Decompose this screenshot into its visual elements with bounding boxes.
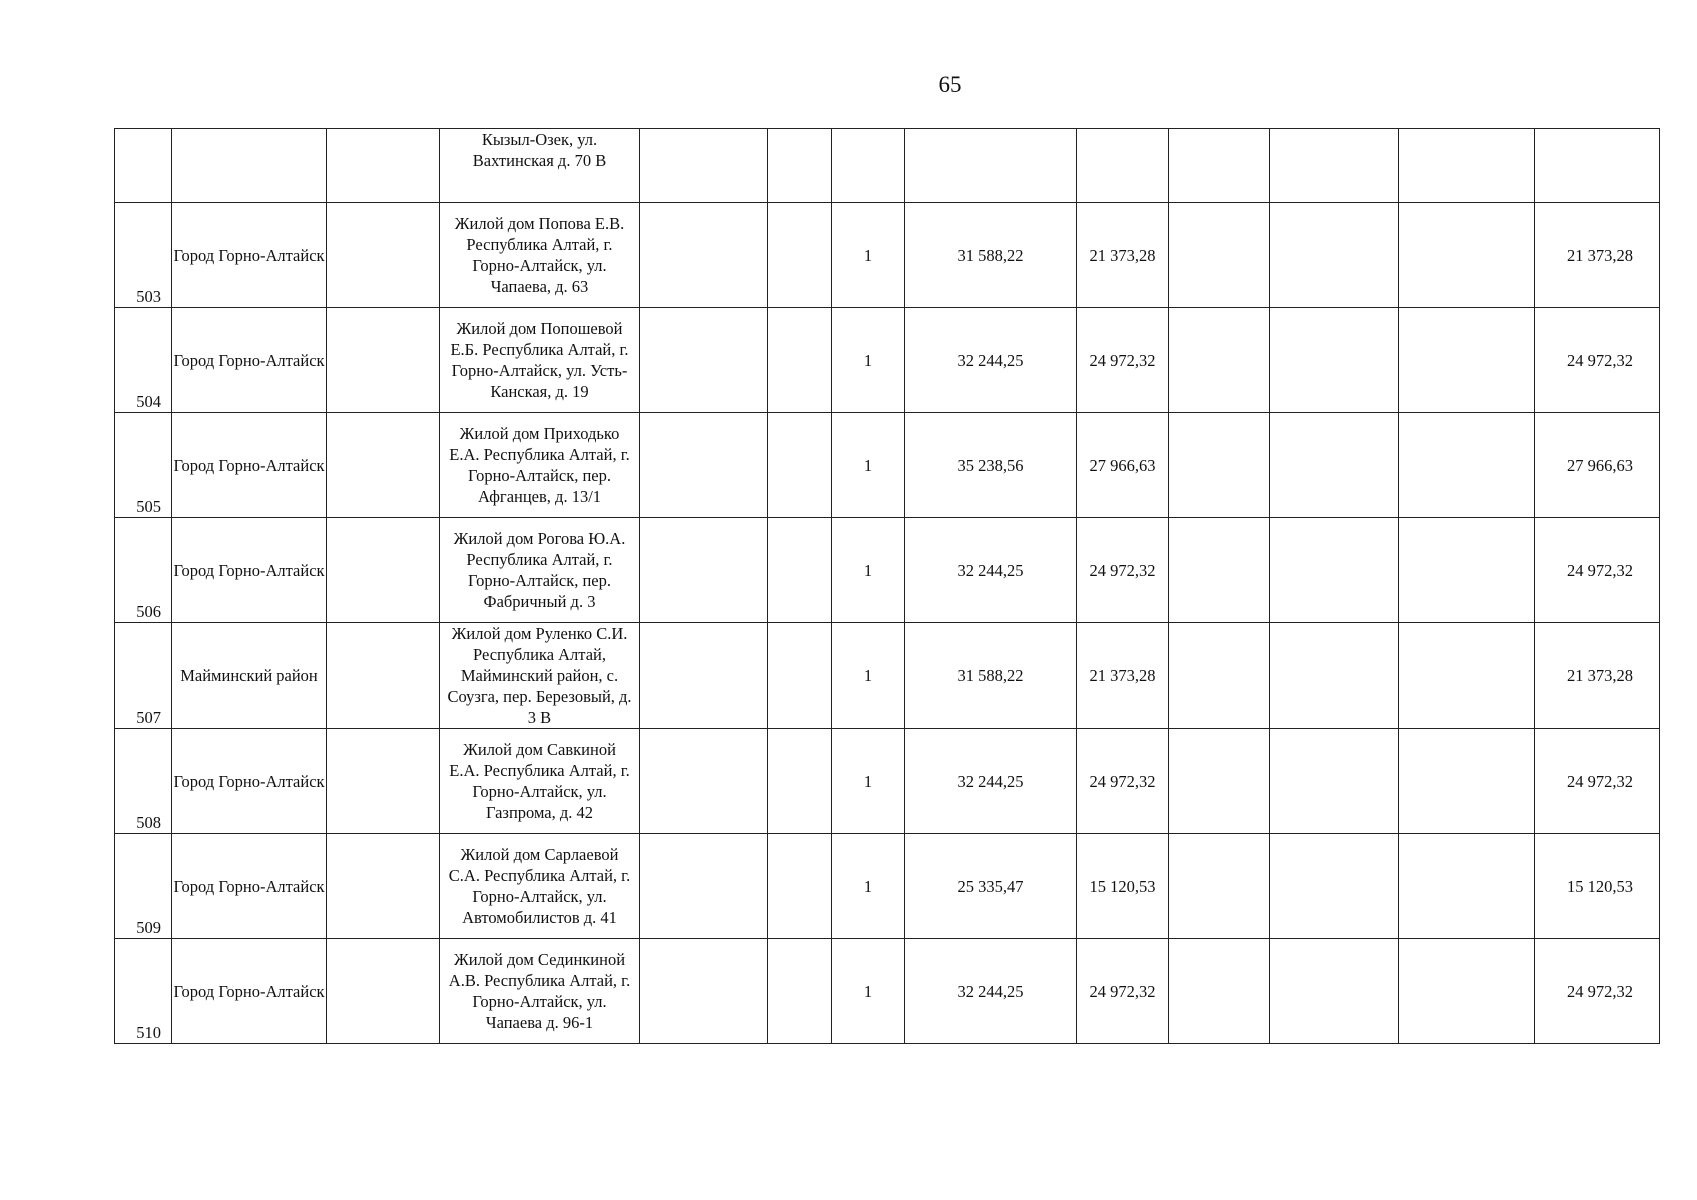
row-number — [115, 518, 172, 623]
empty-cell — [768, 939, 832, 1044]
address-cell — [440, 939, 640, 1044]
quantity-cell — [832, 413, 905, 518]
municipality-cell — [172, 834, 327, 939]
municipality-cell-text: Майминский район — [180, 666, 318, 685]
empty-cell — [768, 729, 832, 834]
subsidy-cell-text: 27 966,63 — [1089, 455, 1156, 475]
empty-cell — [640, 129, 768, 203]
total-cell-text: 21 373,28 — [1567, 666, 1633, 685]
empty-cell — [327, 729, 440, 834]
municipality-cell — [172, 413, 327, 518]
empty-cell — [327, 308, 440, 413]
row-number — [115, 413, 172, 518]
total-cell — [1535, 939, 1660, 1044]
empty-cell — [640, 518, 768, 623]
quantity-cell-text: 1 — [863, 560, 873, 580]
cost-cell — [905, 203, 1077, 308]
empty-cell — [1399, 939, 1535, 1044]
row-number — [115, 834, 172, 939]
address-cell-text: Жилой дом Савкиной Е.А. Республика Алтай, г. Горно-Алтайск, ул. Газпрома, д. 42 — [449, 740, 630, 822]
empty-cell — [1270, 308, 1399, 413]
empty-cell — [1399, 308, 1535, 413]
total-cell — [1535, 413, 1660, 518]
empty-cell — [1169, 834, 1270, 939]
cost-cell — [905, 413, 1077, 518]
address-cell — [440, 308, 640, 413]
table-row — [115, 413, 1660, 518]
row-number-text: 510 — [136, 1023, 161, 1042]
address-cell — [440, 413, 640, 518]
row-number-text: 505 — [136, 497, 161, 516]
empty-cell — [1399, 729, 1535, 834]
total-cell — [1535, 518, 1660, 623]
total-cell-text: 24 972,32 — [1567, 771, 1633, 791]
cost-cell-text: 32 244,25 — [957, 771, 1024, 791]
municipality-cell-text: Город Горно-Алтайск — [173, 981, 325, 1001]
municipality-cell-text: Город Горно-Алтайск — [173, 245, 325, 265]
subsidy-cell — [1077, 729, 1169, 834]
address-cell — [440, 623, 640, 729]
empty-cell — [1270, 834, 1399, 939]
table-row — [115, 518, 1660, 623]
empty-cell — [327, 834, 440, 939]
cost-cell — [905, 518, 1077, 623]
municipality-cell — [172, 623, 327, 729]
quantity-cell-text: 1 — [863, 455, 873, 475]
address-cell-text: Жилой дом Руленко С.И. Республика Алтай, Майминский район, с. Соузга, пер. Березовый, д. 3 В — [447, 624, 632, 727]
empty-cell — [327, 939, 440, 1044]
total-cell-text: 24 972,32 — [1567, 560, 1633, 580]
table-row — [115, 623, 1660, 729]
empty-cell — [768, 834, 832, 939]
empty-cell — [768, 129, 832, 203]
quantity-cell-text: 1 — [863, 876, 873, 896]
empty-cell — [1399, 518, 1535, 623]
address-cell-text: Жилой дом Приходько Е.А. Республика Алтай, г. Горно-Алтайск, пер. Афганцев, д. 13/1 — [449, 424, 630, 506]
quantity-cell — [832, 834, 905, 939]
row-number — [115, 623, 172, 729]
row-number-text: 504 — [136, 392, 161, 411]
municipality-cell-text: Город Горно-Алтайск — [173, 560, 325, 580]
address-cell — [440, 729, 640, 834]
total-cell-text: 24 972,32 — [1567, 350, 1633, 370]
empty-cell — [327, 518, 440, 623]
subsidy-cell — [1077, 939, 1169, 1044]
empty-cell — [1270, 623, 1399, 729]
empty-cell — [640, 623, 768, 729]
address-cell-text: Жилой дом Рогова Ю.А. Республика Алтай, г. Горно-Алтайск, пер. Фабричный д. 3 — [453, 529, 626, 611]
total-cell — [1535, 834, 1660, 939]
quantity-cell-text: 1 — [863, 350, 873, 370]
empty-cell — [768, 308, 832, 413]
row-number — [115, 129, 172, 203]
quantity-cell — [832, 308, 905, 413]
address-cell-text: Жилой дом Сарлаевой С.А. Республика Алтай, г. Горно-Алтайск, ул. Автомобилистов д. 41 — [448, 845, 631, 927]
row-number — [115, 203, 172, 308]
subsidy-cell-text: 21 373,28 — [1089, 245, 1156, 265]
empty-cell — [1169, 518, 1270, 623]
empty-cell — [640, 729, 768, 834]
cost-cell-text: 25 335,47 — [957, 876, 1024, 896]
municipality-cell — [172, 203, 327, 308]
empty-cell — [640, 939, 768, 1044]
table-row — [115, 939, 1660, 1044]
empty-cell — [1169, 129, 1270, 203]
municipality-cell-text: Город Горно-Алтайск — [173, 350, 325, 370]
address-cell — [440, 834, 640, 939]
cost-cell — [905, 729, 1077, 834]
empty-cell — [1270, 413, 1399, 518]
empty-cell — [640, 203, 768, 308]
empty-cell — [1399, 834, 1535, 939]
row-number-text: 509 — [136, 918, 161, 937]
municipality-cell — [172, 129, 327, 203]
subsidy-cell — [1077, 834, 1169, 939]
empty-cell — [640, 308, 768, 413]
empty-cell — [1399, 623, 1535, 729]
municipality-cell — [172, 518, 327, 623]
total-cell-text: 15 120,53 — [1567, 876, 1633, 896]
row-number-text: 507 — [136, 708, 161, 727]
subsidy-cell — [1077, 308, 1169, 413]
address-cell-text: Жилой дом Попова Е.В. Республика Алтай, г. Горно-Алтайск, ул. Чапаева, д. 63 — [454, 214, 625, 296]
municipality-cell-text: Город Горно-Алтайск — [173, 455, 325, 475]
subsidy-cell — [1077, 203, 1169, 308]
empty-cell — [768, 413, 832, 518]
total-cell — [1535, 203, 1660, 308]
row-number-text: 506 — [136, 602, 161, 621]
cost-cell-text: 32 244,25 — [957, 981, 1024, 1001]
empty-cell — [768, 518, 832, 623]
cost-cell-text: 32 244,25 — [957, 560, 1024, 580]
row-number — [115, 939, 172, 1044]
subsidy-cell — [1077, 413, 1169, 518]
quantity-cell — [832, 939, 905, 1044]
cost-cell-text: 31 588,22 — [957, 666, 1024, 685]
quantity-cell-text: 1 — [863, 666, 873, 685]
table-row — [115, 308, 1660, 413]
empty-cell — [327, 413, 440, 518]
empty-cell — [1399, 203, 1535, 308]
table-row — [115, 129, 1660, 203]
subsidy-cell — [1077, 129, 1169, 203]
quantity-cell — [832, 623, 905, 729]
empty-cell — [1270, 203, 1399, 308]
empty-cell — [1169, 203, 1270, 308]
cost-cell — [905, 308, 1077, 413]
quantity-cell — [832, 729, 905, 834]
empty-cell — [1169, 939, 1270, 1044]
empty-cell — [327, 623, 440, 729]
empty-cell — [1399, 413, 1535, 518]
municipality-cell-text: Город Горно-Алтайск — [173, 876, 325, 896]
address-cell-text: Кызыл-Озек, ул. Вахтинская д. 70 В — [472, 130, 607, 170]
quantity-cell — [832, 129, 905, 203]
municipality-cell — [172, 729, 327, 834]
empty-cell — [1270, 518, 1399, 623]
address-cell-text: Жилой дом Сединкиной А.В. Республика Алтай, г. Горно-Алтайск, ул. Чапаева д. 96-1 — [448, 950, 631, 1032]
row-number — [115, 308, 172, 413]
empty-cell — [1270, 939, 1399, 1044]
empty-cell — [327, 203, 440, 308]
row-number-text: 508 — [136, 813, 161, 832]
address-cell-text: Жилой дом Попошевой Е.Б. Республика Алтай, г. Горно-Алтайск, ул. Усть-Канская, д. 19 — [450, 319, 629, 401]
subsidy-cell-text: 15 120,53 — [1089, 876, 1156, 896]
quantity-cell — [832, 203, 905, 308]
municipality-cell — [172, 939, 327, 1044]
housing-table — [114, 128, 1660, 1044]
empty-cell — [1270, 129, 1399, 203]
total-cell — [1535, 623, 1660, 729]
empty-cell — [1169, 729, 1270, 834]
page-number: 65 — [938, 72, 962, 97]
empty-cell — [768, 203, 832, 308]
cost-cell — [905, 623, 1077, 729]
empty-cell — [327, 129, 440, 203]
municipality-cell-text: Город Горно-Алтайск — [173, 771, 325, 791]
total-cell — [1535, 129, 1660, 203]
total-cell-text: 24 972,32 — [1567, 981, 1633, 1001]
cost-cell — [905, 129, 1077, 203]
subsidy-cell-text: 24 972,32 — [1089, 981, 1156, 1001]
quantity-cell-text: 1 — [863, 981, 873, 1001]
total-cell-text: 21 373,28 — [1567, 245, 1633, 265]
empty-cell — [1169, 308, 1270, 413]
empty-cell — [768, 623, 832, 729]
address-cell — [440, 129, 640, 203]
address-cell — [440, 518, 640, 623]
table-row — [115, 834, 1660, 939]
row-number — [115, 729, 172, 834]
subsidy-cell-text: 24 972,32 — [1089, 350, 1156, 370]
address-cell — [440, 203, 640, 308]
subsidy-cell — [1077, 518, 1169, 623]
empty-cell — [1270, 729, 1399, 834]
table-body — [115, 129, 1660, 1044]
empty-cell — [1399, 129, 1535, 203]
table-row — [115, 729, 1660, 834]
empty-cell — [1169, 413, 1270, 518]
subsidy-cell — [1077, 623, 1169, 729]
subsidy-cell-text: 24 972,32 — [1089, 771, 1156, 791]
cost-cell-text: 31 588,22 — [957, 245, 1024, 265]
total-cell — [1535, 308, 1660, 413]
quantity-cell-text: 1 — [863, 245, 873, 265]
total-cell — [1535, 729, 1660, 834]
cost-cell — [905, 939, 1077, 1044]
row-number-text: 503 — [136, 287, 161, 306]
table-row — [115, 203, 1660, 308]
empty-cell — [1169, 623, 1270, 729]
empty-cell — [640, 834, 768, 939]
total-cell-text: 27 966,63 — [1567, 455, 1633, 475]
quantity-cell — [832, 518, 905, 623]
quantity-cell-text: 1 — [863, 771, 873, 791]
subsidy-cell-text: 21 373,28 — [1089, 666, 1156, 685]
cost-cell-text: 35 238,56 — [957, 455, 1024, 475]
cost-cell — [905, 834, 1077, 939]
cost-cell-text: 32 244,25 — [957, 350, 1024, 370]
municipality-cell — [172, 308, 327, 413]
empty-cell — [640, 413, 768, 518]
subsidy-cell-text: 24 972,32 — [1089, 560, 1156, 580]
